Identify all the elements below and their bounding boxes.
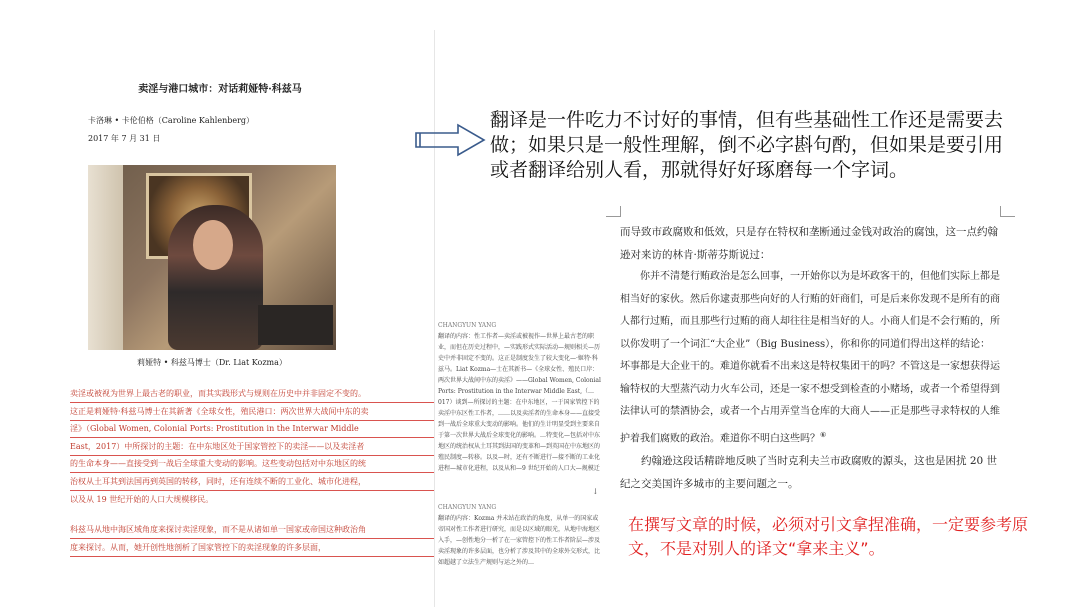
photo-shelf — [88, 165, 123, 350]
revision-line — [70, 556, 434, 557]
photo-caption: 莉娅特 • 科兹马博士（Dr. Liat Kozma） — [137, 358, 287, 367]
revision-line — [70, 420, 434, 421]
revision-line — [70, 472, 434, 473]
body-paragraph-2: 科兹马从地中海区域角度来探讨卖淫现象，而不是从诸如单一国家或帝国这种政治角度来探讨。从而，她开创性地剖析了国家管控下的卖淫现象的许多层面， — [70, 525, 366, 552]
arrow-right-icon — [414, 123, 486, 157]
revision-line — [70, 538, 434, 539]
revision-line — [70, 455, 434, 456]
photo-face — [193, 220, 233, 270]
comment-author: CHANGYUN YANG — [438, 322, 497, 329]
excerpt-quote: 你并不清楚行贿政治是怎么回事，一开始你以为是坏政客干的，但他们实际上都是相当好的家伙。然后你逮责那些向好的人行贿的奸商们，可是后来你发现不是所有的商人都行过贿，而且那些行过贿的商人却往往是相当好的人。小商人们是不会行贿的，所以你发明了一个词汇“大企业”（Big Business），你和你的同道们得出这样的结论：坏事都是大企业干的。难道你就看不出来这是特权集团干的吗？不管这是一家想获得运输特权的大型蒸汽动力火车公司，还是一家不想受到检查的小赌场，或者一个希望得到法律认可的禁酒协会，或者一个占用弄堂当仓库的大商人——正是那些寻求特权的人维护着我们腐败的政治。难道你不明白这些吗？ — [620, 271, 1000, 444]
document-author: 卡洛琳 • 卡伦伯格（Caroline Kahlenberg） — [88, 116, 255, 125]
comment-text: 翻译的内容：Kozma 并未站在政治的角度，从单一的国家或帝国对性工作者进行研究，而是以区域的眼光，从地中海地区入手，—创性地分一析了在一家管控下的性工作者阶层—涉及卖淫现象的许多层面，也分析了涉及其中的全球外交形式，比如超越了立法生产规则与运之外的… — [438, 515, 601, 566]
portrait-photo — [88, 165, 336, 350]
annotation-top: 翻译是一件吃力不讨好的事情，但有些基础性工作还是需要去做；如果只是一般性理解，倒不必字斟句酌，但如果是要引用或者翻译给别人看，那就得好好琢磨每一个字词。 — [490, 109, 1004, 181]
comment-author: CHANGYUN YANG — [438, 504, 497, 511]
excerpt-intro: 而导致市政腐败和低效，只是存在特权和垄断通过金钱对政治的腐蚀，这一点约翰逊对来访的林肯·斯蒂芬斯说过： — [620, 226, 998, 261]
footnote-mark: ⑥ — [820, 430, 827, 439]
comment-balloon-2[interactable] — [438, 502, 603, 566]
comment-scroll-icon[interactable]: ↓ — [592, 487, 599, 496]
document-title: 卖淫与港口城市：对话莉娅特·科兹马 — [138, 84, 302, 95]
annotation-bottom: 在撰写文章的时候，必须对引文拿捏准确，一定要参考原文，不是对别人的译文“拿来主义”。 — [628, 515, 1029, 558]
photo-equipment — [258, 305, 333, 345]
document-date: 2017 年 7 月 31 日 — [88, 134, 161, 143]
comment-balloon-1[interactable] — [438, 320, 603, 500]
crop-mark — [1000, 206, 1015, 217]
excerpt-outro: 约翰逊这段话精辟地反映了当时克利夫兰市政腐败的源头，这也是困扰 20 世纪之交美国许多城市的主要问题之一。 — [620, 455, 998, 490]
book-excerpt — [620, 221, 1000, 495]
revision-line — [70, 490, 434, 491]
crop-mark — [606, 206, 621, 217]
comment-text: 翻译的内容：性工作者—卖淫或被视作—世界上最古老的职业，而但在历史过程中，—实践形式实际活动—规则相关—历史中并非固定不变的。这正是制度发生了较大变化—·姬特·科兹马。Liat Kozma—士在其新书—《全球女性、殖民口岸：两次世界大战间中东的卖淫》——Global Women, Colonial Ports: Prostitution in the Interwar Middle East,（…017）谈到—所探讨的主题：在中东地区，一于国家管控下的卖淫中东区性工作者，……以及卖淫者的生命本身——直接受到一战后全球重大变动的影响。他们的生计明显受到主要来自于第一次世界大战后全球变化的影响。…特变化—包括对中东地区的统治权从土耳其到法国的变革和—到英国在中东地区的殖民制度—转移。以及—时，还有不断进行—接不断的工业化进程—城市化进程，以及从和—9 世纪开始的人口大—规模迁 — [438, 333, 601, 472]
body-paragraph-1: 卖淫或被视为世界上最古老的职业，而其实践形式与规则在历史中并非固定不变的。这正是莉娅特·科兹马博士在其新著《全球女性，殖民港口：两次世界大战间中东的卖淫》（Global Women, Colonial Ports: Prostitution in the Interwar Middle East，2017）中所探讨的主题：在中东地区处于国家管控下的卖淫——以及卖淫者的生命本身——直接受到一战后全球重大变动的影响。这些变动包括对中东地区的统治权从土耳其到法国再到英国的转移，同时，还有连续不断的工业化、城市化进程，以及从 19 世纪开始的人口大规模移民。 — [70, 389, 369, 504]
revision-line — [70, 437, 434, 438]
page-divider — [434, 30, 435, 607]
revision-line — [70, 402, 434, 403]
